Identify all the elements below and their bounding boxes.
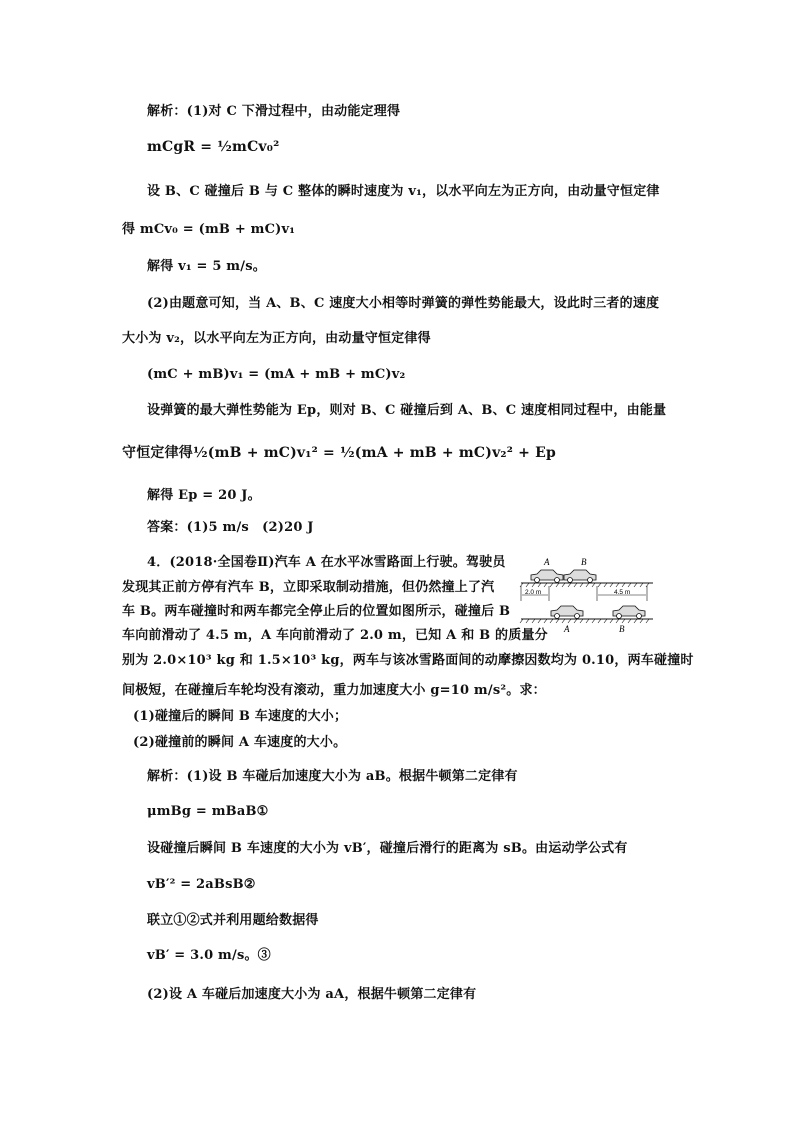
road-after <box>520 619 653 623</box>
distance-b-marker <box>597 586 647 601</box>
text-line: 解析：(1)设 B 车碰后加速度大小为 aB。根据牛顿第二定律有 <box>147 769 518 784</box>
text-line: 大小为 v₂，以水平向左为正方向，由动量守恒定律得 <box>122 331 431 346</box>
formula-line: 守恒定律得½(mB + mC)v₁² = ½(mA + mB + mC)v₂² + Ep <box>122 445 557 461</box>
car-a-before <box>531 570 563 583</box>
car-a-after <box>551 606 583 619</box>
formula-line: μmBg = mBaB① <box>147 804 269 819</box>
car-b-label-bottom: B <box>619 624 625 634</box>
distance-a-label: 2.0 m <box>525 589 542 596</box>
question-line: 发现其正前方停有汽车 B，立即采取制动措施，但仍然撞上了汽 <box>122 580 495 595</box>
question-line: 别为 2.0×10³ kg 和 1.5×10³ kg，两车与该冰雪路面间的动摩擦因数均为 0.10，两车碰撞时 <box>122 653 694 668</box>
formula-line: 得 mCv₀ = (mB + mC)v₁ <box>122 222 296 237</box>
text-line: 设碰撞后瞬间 B 车速度的大小为 vB′，碰撞后滑行的距离为 sB。由运动学公式有 <box>147 841 628 856</box>
answer-line: 答案：(1)5 m/s (2)20 J <box>147 520 314 535</box>
road-before <box>520 583 653 587</box>
distance-b-label: 4.5 m <box>614 589 631 596</box>
text-line: (2)设 A 车碰后加速度大小为 aA，根据牛顿第二定律有 <box>147 987 477 1002</box>
distance-a-marker <box>521 586 549 601</box>
car-a-label-top: A <box>544 557 550 567</box>
formula-line: vB′² = 2aBsB② <box>147 877 256 892</box>
formula-line: mCgR = ½mCv₀² <box>147 139 280 155</box>
car-b-after <box>613 606 645 619</box>
text-line: 联立①②式并利用题给数据得 <box>147 913 319 928</box>
text-line: (2)由题意可知，当 A、B、C 速度大小相等时弹簧的弹性势能最大，设此时三者的速度 <box>147 296 660 311</box>
car-b-label-top: B <box>581 557 587 567</box>
text-line: 解得 v₁ = 5 m/s。 <box>147 259 266 274</box>
question-line: 间极短，在碰撞后车轮均没有滚动，重力加速度大小 g=10 m/s²。求： <box>122 683 546 698</box>
text-line: 设 B、C 碰撞后 B 与 C 整体的瞬时速度为 v₁，以水平向左为正方向，由动量守恒定律 <box>147 184 660 199</box>
car-a-label-bottom: A <box>564 624 570 634</box>
question-line: 车向前滑动了 4.5 m，A 车向前滑动了 2.0 m，已知 A 和 B 的质量分 <box>122 628 548 643</box>
formula-line: (mC + mB)v₁ = (mA + mB + mC)v₂ <box>147 367 406 382</box>
text-line: 解析：(1)对 C 下滑过程中，由动能定理得 <box>147 104 401 119</box>
question-line: 4．(2018·全国卷Ⅱ)汽车 A 在水平冰雪路面上行驶。驾驶员 <box>147 555 506 570</box>
question-item: (2)碰撞前的瞬间 A 车速度的大小。 <box>133 735 347 750</box>
formula-line: vB′ = 3.0 m/s。③ <box>147 948 271 963</box>
text-line: 设弹簧的最大弹性势能为 Ep，则对 B、C 碰撞后到 A、B、C 速度相同过程中，由能量 <box>147 403 667 418</box>
text-line: 解得 Ep = 20 J。 <box>147 488 261 503</box>
question-item: (1)碰撞后的瞬间 B 车速度的大小； <box>133 709 348 724</box>
question-line: 车 B。两车碰撞时和两车都完全停止后的位置如图所示，碰撞后 B <box>122 604 511 619</box>
car-b-before <box>564 570 596 583</box>
collision-figure <box>513 553 653 635</box>
